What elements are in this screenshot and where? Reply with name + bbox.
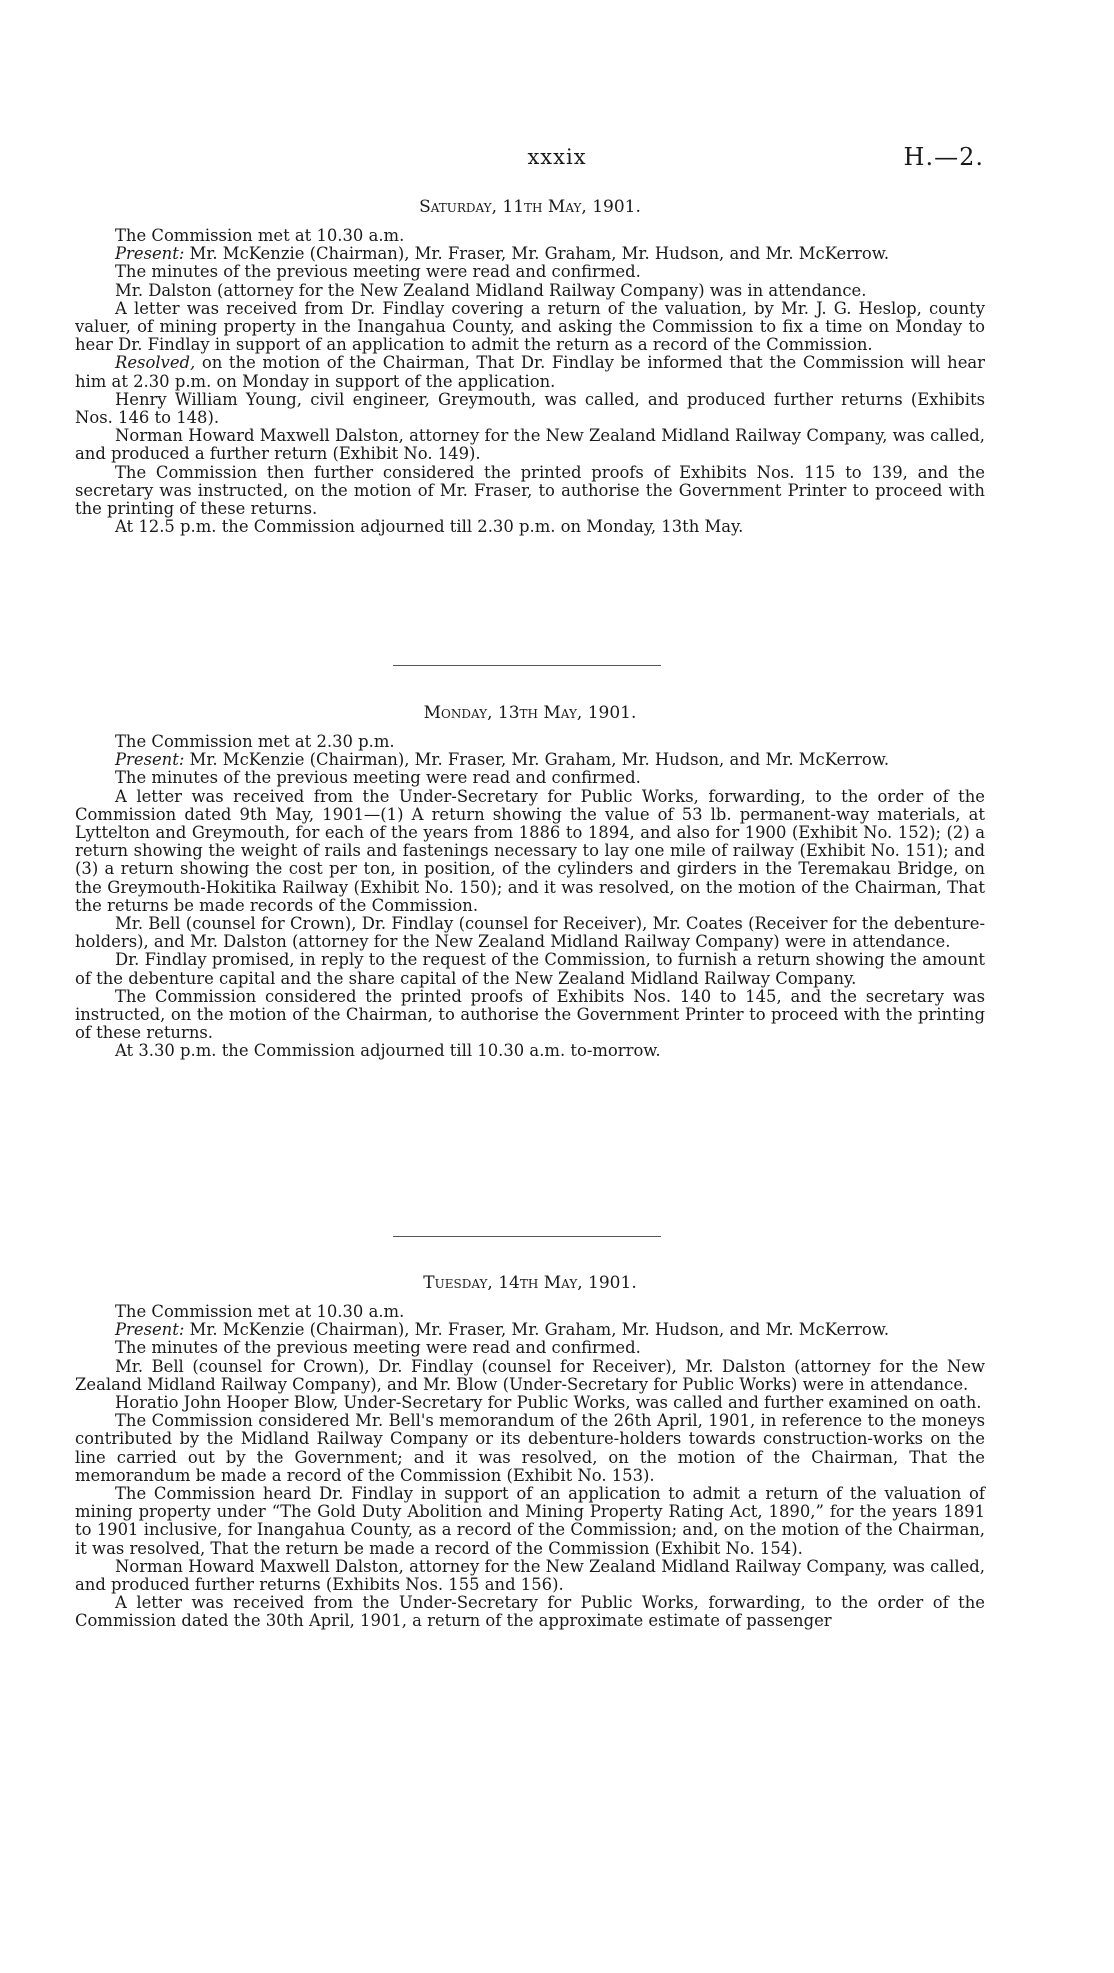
paragraph-text: At 12.5 p.m. the Commission adjourned till 2.30 p.m. on Monday, 13th May. [115, 517, 744, 537]
minutes-paragraph [75, 518, 985, 536]
minutes-section-tuesday [75, 1273, 985, 1631]
section-divider [393, 1236, 661, 1237]
paragraph-text: A letter was received from Dr. Findlay covering a return of the valuation, by Mr. J. G. Heslop, county valuer, of mining property in the Inangahua County, and asking the Commission to fix a time on Monday to hear Dr. Findlay in support of an application to admit the return as a record of the Commission. [75, 298, 985, 355]
minutes-paragraph [75, 788, 985, 915]
minutes-paragraph [75, 988, 985, 1043]
minutes-paragraph [75, 1558, 985, 1594]
minutes-section-saturday [75, 197, 985, 536]
paragraph-text: Mr. McKenzie (Chairman), Mr. Fraser, Mr. Graham, Mr. Hudson, and Mr. McKerrow. [184, 750, 890, 770]
paragraph-text: Mr. Bell (counsel for Crown), Dr. Findlay (counsel for Receiver), Mr. Coates (Receiver for the debenture-holders), and Mr. Dalston (attorney for the New Zealand Midland Railway Company) were in attendance. [75, 914, 985, 952]
minutes-paragraph [75, 1042, 985, 1060]
minutes-paragraph [75, 1394, 985, 1412]
paragraph-text: Horatio John Hooper Blow, Under-Secretary for Public Works, was called and further examined on oath. [115, 1393, 982, 1413]
paragraph-text: The Commission met at 2.30 p.m. [115, 732, 395, 751]
minutes-paragraph [75, 227, 985, 245]
paragraph-lead-word: Present: [115, 750, 185, 770]
paragraph-text: The minutes of the previous meeting were read and confirmed. [115, 768, 641, 788]
meeting-date-heading: Saturday, 11th May, 1901. [419, 197, 641, 217]
paragraph-text: The minutes of the previous meeting were read and confirmed. [115, 1338, 641, 1358]
paragraph-text: The Commission then further considered the printed proofs of Exhibits Nos. 115 to 139, and the secretary was instructed, on the motion of Mr. Fraser, to authorise the Government Printer to proceed with the printing of these returns. [75, 462, 985, 519]
minutes-section-monday [75, 703, 985, 1061]
paragraph-text: Dr. Findlay promised, in reply to the request of the Commission, to furnish a return showing the amount of the debenture capital and the share capital of the New Zealand Midland Railway Company. [75, 950, 985, 988]
minutes-paragraph [75, 245, 985, 263]
paragraph-text: The Commission heard Dr. Findlay in support of an application to admit a return of the valuation of mining property under “The Gold Duty Abolition and Mining Property Rating Act, 1890,” for the years 1891 to 1901 inclusive, for Inangahua County, as a record of the Commission; and, on the motion of the Chairman, it was resolved, That the return be made a record of the Commission (Exhibit No. 154). [75, 1484, 985, 1558]
paragraph-text: on the motion of the Chairman, That Dr. Findlay be informed that the Commission will hear him at 2.30 p.m. on Monday in support of the application. [75, 353, 985, 391]
section-divider [393, 665, 661, 666]
meeting-date-heading: Tuesday, 14th May, 1901. [423, 1273, 637, 1293]
minutes-paragraph [75, 1339, 985, 1357]
minutes-paragraph [75, 1485, 985, 1558]
document-reference: H.—2. [903, 143, 984, 171]
page-number: xxxix [527, 145, 587, 169]
paragraph-text: Henry William Young, civil engineer, Greymouth, was called, and produced further returns (Exhibits Nos. 146 to 148). [75, 389, 985, 428]
minutes-paragraph [75, 1412, 985, 1485]
paragraph-text: A letter was received from the Under-Secretary for Public Works, forwarding, to the order of the Commission dated the 30th April, 1901, a return of the approximate estimate of passenger [75, 1593, 985, 1631]
paragraph-text: The Commission met at 10.30 a.m. [115, 1302, 405, 1321]
minutes-paragraph [75, 354, 985, 390]
minutes-paragraph [75, 1303, 985, 1321]
paragraph-text: The Commission considered the printed proofs of Exhibits Nos. 140 to 145, and the secretary was instructed, on the motion of the Chairman, to authorise the Government Printer to proceed with the printing of these returns. [75, 986, 985, 1043]
paragraph-text: At 3.30 p.m. the Commission adjourned till 10.30 a.m. to-morrow. [115, 1041, 661, 1061]
minutes-paragraph [75, 282, 985, 300]
minutes-paragraph [75, 391, 985, 427]
paragraph-text: The Commission met at 10.30 a.m. [115, 226, 405, 245]
paragraph-text: Norman Howard Maxwell Dalston, attorney for the New Zealand Midland Railway Company, was called, and produced further returns (Exhibits Nos. 155 and 156). [75, 1556, 985, 1595]
paragraph-text: Mr. Bell (counsel for Crown), Dr. Findlay (counsel for Receiver), Mr. Dalston (attorney for the New Zealand Midland Railway Company), and Mr. Blow (Under-Secretary for Public Works) were in attendance. [75, 1356, 985, 1394]
paragraph-lead-word: Resolved, [115, 353, 196, 373]
minutes-paragraph [75, 1321, 985, 1339]
paragraph-lead-word: Present: [115, 1320, 185, 1340]
minutes-paragraph [75, 733, 985, 751]
minutes-paragraph [75, 464, 985, 519]
meeting-date-heading: Monday, 13th May, 1901. [423, 703, 637, 723]
minutes-paragraph [75, 769, 985, 787]
minutes-paragraph [75, 300, 985, 355]
paragraph-text: The minutes of the previous meeting were read and confirmed. [115, 262, 641, 282]
paragraph-text: A letter was received from the Under-Secretary for Public Works, forwarding, to the order of the Commission dated 9th May, 1901—(1) A return showing the value of 53 lb. permanent-way materials, at Lyttelton and Greymouth, for each of the years from 1886 to 1894, and also for 1900 (Exhibit No. 152); (2) a return showing the weight of rails and fastenings necessary to lay one mile of railway (Exhibit No. 151); and (3) a return showing the cost per ton, in position, of the cylinders and girders in the Teremakau Bridge, on the Greymouth-Hokitika Railway (Exhibit No. 150); and it was resolved, on the motion of the Chairman, That the returns be made records of the Commission. [75, 786, 985, 915]
minutes-paragraph [75, 951, 985, 987]
paragraph-text: Mr. McKenzie (Chairman), Mr. Fraser, Mr. Graham, Mr. Hudson, and Mr. McKerrow. [184, 244, 890, 264]
minutes-paragraph [75, 1358, 985, 1394]
paragraph-text: Norman Howard Maxwell Dalston, attorney for the New Zealand Midland Railway Company, was called, and produced a further return (Exhibit No. 149). [75, 426, 985, 464]
paragraph-text: Mr. Dalston (attorney for the New Zealand Midland Railway Company) was in attendance. [115, 280, 867, 300]
paragraph-text: Mr. McKenzie (Chairman), Mr. Fraser, Mr. Graham, Mr. Hudson, and Mr. McKerrow. [184, 1320, 890, 1340]
paragraph-lead-word: Present: [115, 244, 185, 264]
minutes-paragraph [75, 263, 985, 281]
minutes-paragraph [75, 915, 985, 951]
minutes-paragraph [75, 427, 985, 463]
paragraph-text: The Commission considered Mr. Bell's memorandum of the 26th April, 1901, in reference to the moneys contributed by the Midland Railway Company or its debenture-holders towards construction-works on the line carried out by the Government; and it was resolved, on the motion of the Chairman, That the memorandum be made a record of the Commission (Exhibit No. 153). [75, 1411, 985, 1485]
minutes-paragraph [75, 1594, 985, 1630]
minutes-paragraph [75, 751, 985, 769]
